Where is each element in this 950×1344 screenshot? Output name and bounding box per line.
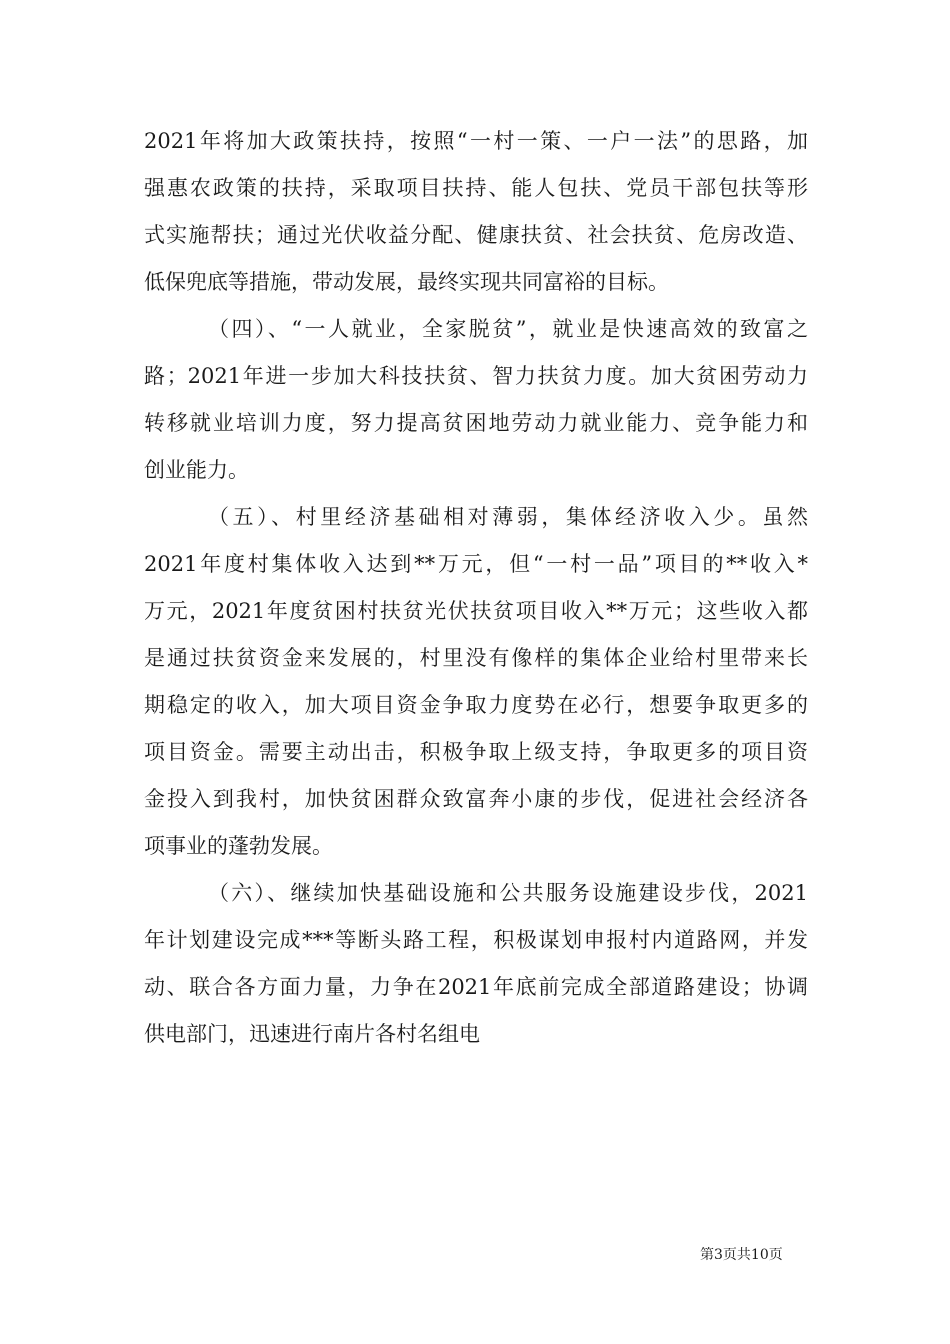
page-number-footer: 第3页共10页 <box>700 1247 783 1263</box>
section-6-heading-line: （六）、继续加快基础设施和公共服务设施建设步伐，2021 <box>208 881 808 905</box>
body-line-15: 金投入到我村，加快贫困群众致富奔小康的步伐，促进社会经济各 <box>144 787 808 811</box>
body-line-11: 万元，2021年度贫困村扶贫光伏扶贫项目收入**万元；这些收入都 <box>144 599 808 623</box>
body-line-13: 期稳定的收入，加大项目资金争取力度势在必行，想要争取更多的 <box>144 693 808 717</box>
body-line-7: 转移就业培训力度，努力提高贫困地劳动力就业能力、竞争能力和 <box>144 411 808 435</box>
document-body <box>144 118 808 1058</box>
body-line-8: 创业能力。 <box>144 458 249 482</box>
body-line-6: 路；2021年进一步加大科技扶贫、智力扶贫力度。加大贫困劳动力 <box>144 364 808 388</box>
body-line-19: 动、联合各方面力量，力争在2021年底前完成全部道路建设；协调 <box>144 975 808 999</box>
body-line-3: 式实施帮扶；通过光伏收益分配、健康扶贫、社会扶贫、危房改造、 <box>144 223 808 247</box>
body-line-1: 2021年将加大政策扶持，按照“一村一策、一户一法”的思路，加 <box>144 129 808 153</box>
body-line-4: 低保兜底等措施，带动发展，最终实现共同富裕的目标。 <box>144 270 669 294</box>
body-line-20: 供电部门，迅速进行南片各村名组电 <box>144 1022 480 1046</box>
section-4-heading-line: （四）、“一人就业，全家脱贫”，就业是快速高效的致富之 <box>208 317 808 341</box>
body-line-12: 是通过扶贫资金来发展的，村里没有像样的集体企业给村里带来长 <box>144 646 808 670</box>
section-5-heading-line: （五）、村里经济基础相对薄弱，集体经济收入少。虽然 <box>208 505 808 529</box>
body-line-16: 项事业的蓬勃发展。 <box>144 834 333 858</box>
body-line-10: 2021年度村集体收入达到**万元，但“一村一品”项目的**收入* <box>144 552 808 576</box>
body-line-18: 年计划建设完成***等断头路工程，积极谋划申报村内道路网，并发 <box>144 928 808 952</box>
body-line-2: 强惠农政策的扶持，采取项目扶持、能人包扶、党员干部包扶等形 <box>144 176 808 200</box>
body-line-14: 项目资金。需要主动出击，积极争取上级支持，争取更多的项目资 <box>144 740 808 764</box>
